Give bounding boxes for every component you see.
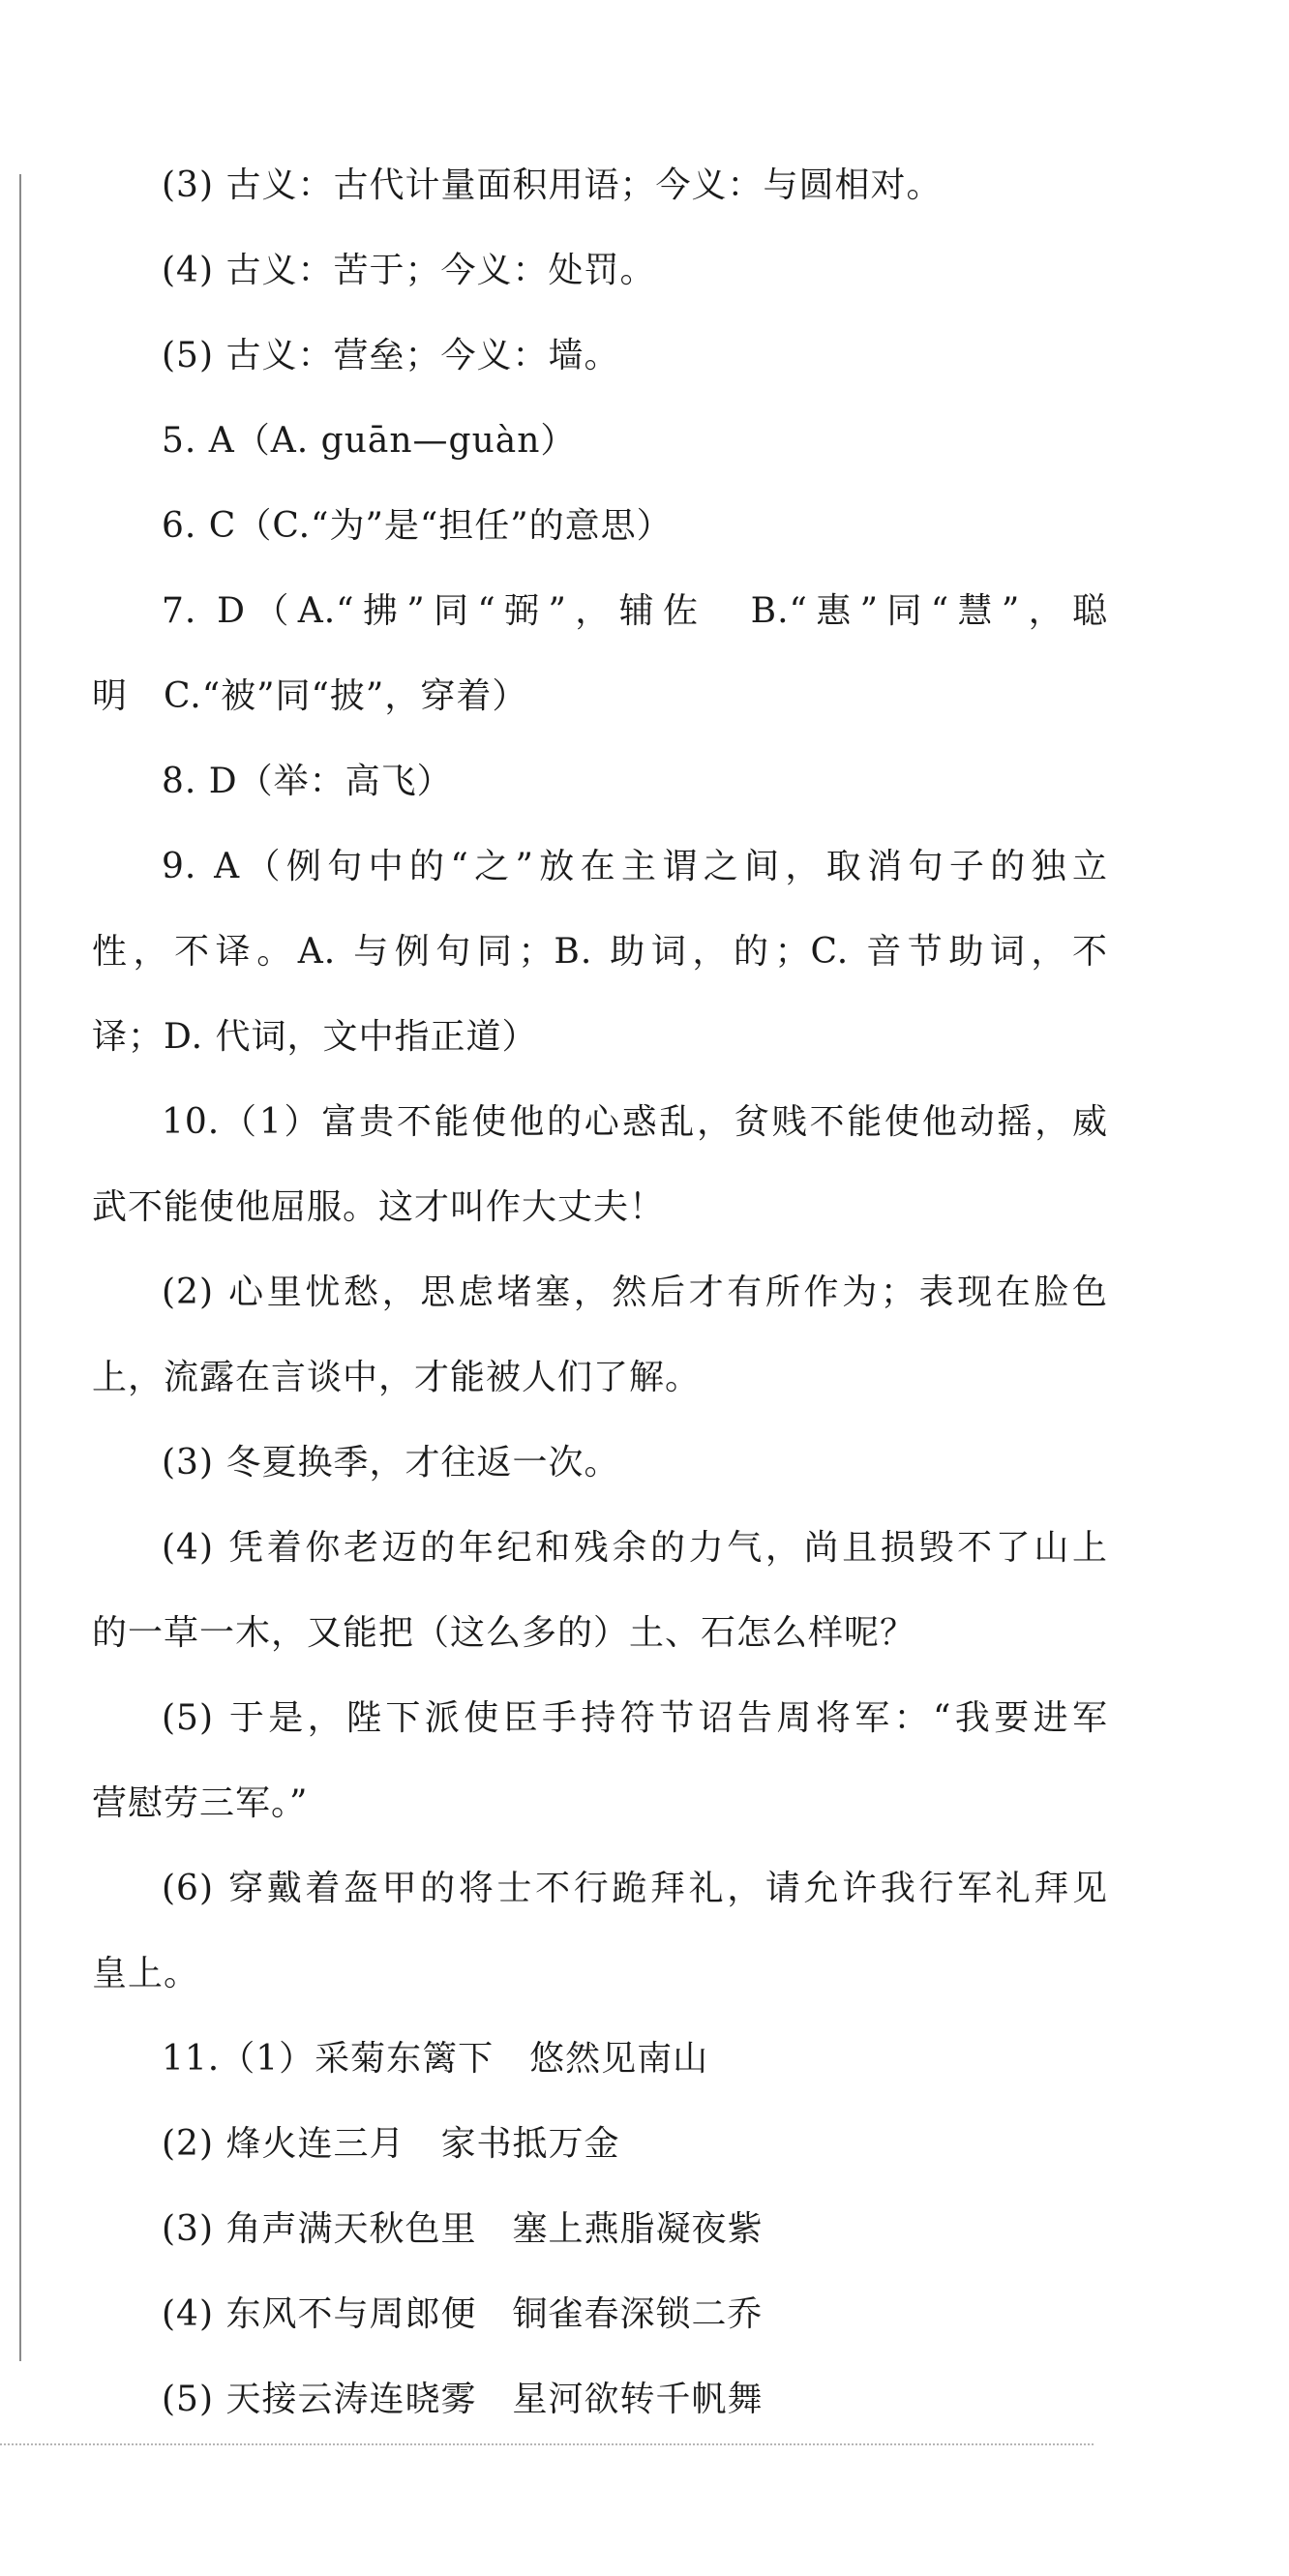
answer-line-10-1-cont: 武不能使他屈服。这才叫作大丈夫！ xyxy=(92,1187,666,1227)
answer-line-11-1: 11.（1）采菊东篱下 悠然见南山 xyxy=(162,2039,709,2079)
answer-line-10-5-cont: 营慰劳三军。” xyxy=(92,1783,309,1823)
answer-line-9-cont-1: 性，不译。A. 与例句同；B. 助词，的；C. 音节助词，不 xyxy=(92,932,1108,972)
answer-line-10-4: (4) 凭着你老迈的年纪和残余的力气，尚且损毁不了山上 xyxy=(162,1528,1108,1568)
answer-line-10-1: 10.（1）富贵不能使他的心惑乱，贫贱不能使他动摇，威 xyxy=(162,1102,1108,1142)
answer-line-6: 6. C（C.“为”是“担任”的意思） xyxy=(162,506,673,546)
answer-line-8: 8. D（举：高飞） xyxy=(162,762,453,801)
answer-line-9: 9. A（例句中的“之”放在主谓之间，取消句子的独立 xyxy=(162,847,1108,886)
answer-line-10-6-cont: 皇上。 xyxy=(92,1954,200,1993)
bottom-dotted-rule xyxy=(0,2443,1094,2445)
answer-line-11-3: (3) 角声满天秋色里 塞上燕脂凝夜紫 xyxy=(162,2209,764,2249)
answer-line-10-2-cont: 上，流露在言谈中，才能被人们了解。 xyxy=(92,1358,702,1397)
answer-line-5: 5. A（A. guān—guàn） xyxy=(162,421,577,461)
answer-line-11-4: (4) 东风不与周郎便 铜雀春深锁二乔 xyxy=(162,2294,764,2334)
answer-line-10-6: (6) 穿戴着盔甲的将士不行跪拜礼，请允许我行军礼拜见 xyxy=(162,1869,1108,1908)
answer-line-9-cont-2: 译；D. 代词，文中指正道） xyxy=(92,1017,538,1057)
answer-line-11-2: (2) 烽火连三月 家书抵万金 xyxy=(162,2124,620,2164)
answer-line-10-2: (2) 心里忧愁，思虑堵塞，然后才有所作为；表现在脸色 xyxy=(162,1273,1108,1312)
answer-line-11-5: (5) 天接云涛连晓雾 星河欲转千帆舞 xyxy=(162,2380,764,2419)
answer-line-4-3: (3) 古义：古代计量面积用语；今义：与圆相对。 xyxy=(162,165,943,205)
answer-line-7: 7. D（A.“拂”同“弼”，辅佐 B.“惠”同“慧”，聪 xyxy=(162,591,1108,631)
answer-line-4-5: (5) 古义：营垒；今义：墙。 xyxy=(162,336,620,375)
answer-line-10-3: (3) 冬夏换季，才往返一次。 xyxy=(162,1443,620,1483)
answer-line-10-4-cont: 的一草一木，又能把（这么多的）土、石怎么样呢？ xyxy=(92,1613,916,1653)
answer-line-10-5: (5) 于是，陛下派使臣手持符节诏告周将军：“我要进军 xyxy=(162,1698,1108,1738)
answer-line-4-4: (4) 古义：苦于；今义：处罚。 xyxy=(162,251,656,290)
answer-text-block xyxy=(92,165,1108,2464)
left-margin-line xyxy=(19,174,21,2361)
answer-line-7-cont: 明 C.“被”同“披”，穿着） xyxy=(92,676,528,716)
